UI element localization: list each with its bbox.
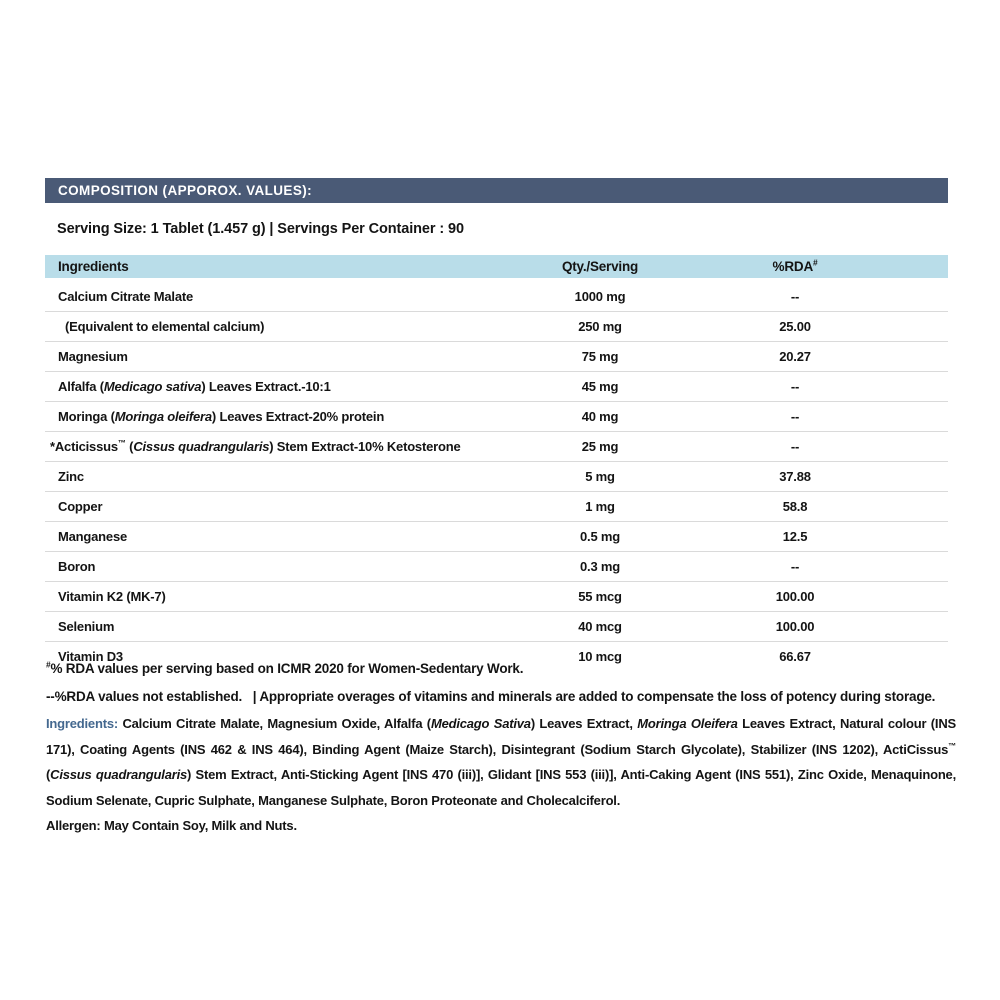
ingredient-rda: 25.00 (779, 319, 811, 334)
ingredient-qty: 1000 mg (574, 289, 626, 304)
table-row (45, 312, 948, 342)
established-footnote: --%RDA values not established. | Appropriate overages of vitamins and minerals are added to compensate the loss of potency during storage. (46, 689, 936, 704)
ingredient-name: Manganese (58, 529, 128, 544)
table-row (45, 282, 948, 312)
ingredients-paragraph (46, 711, 956, 813)
ingredient-qty: 25 mg (581, 439, 619, 454)
ingredient-qty: 55 mcg (578, 589, 622, 604)
header-qty-serving: Qty./Serving (561, 259, 639, 274)
table-row (45, 402, 948, 432)
ingredient-name: (Equivalent to elemental calcium) (65, 319, 265, 334)
ingredient-qty: 10 mcg (578, 649, 622, 664)
table-header-row (45, 255, 948, 278)
ingredient-qty: 0.5 mg (580, 529, 620, 544)
allergen-line: Allergen: May Contain Soy, Milk and Nuts. (46, 818, 297, 833)
table-row (45, 552, 948, 582)
composition-title: COMPOSITION (APPOROX. VALUES): (58, 183, 313, 198)
ingredient-name: Zinc (58, 469, 84, 484)
ingredient-rda: -- (790, 559, 800, 574)
header-ingredients: Ingredients (58, 259, 129, 274)
ingredient-rda: 12.5 (782, 529, 808, 544)
ingredient-rda: 66.67 (779, 649, 811, 664)
table-row (45, 522, 948, 552)
ingredient-name: Calcium Citrate Malate (58, 289, 194, 304)
ingredients-section (46, 711, 956, 839)
ingredient-name: Copper (58, 499, 103, 514)
header-rda: %RDA# (772, 257, 818, 274)
table-row (45, 432, 948, 462)
ingredient-rda: -- (790, 439, 800, 454)
composition-title-bar (45, 178, 948, 203)
ingredient-qty: 250 mg (578, 319, 622, 334)
ingredient-qty: 5 mg (585, 469, 615, 484)
ingredient-rda: 20.27 (779, 349, 811, 364)
ingredient-rda: 37.88 (779, 469, 811, 484)
ingredient-name: Alfalfa (Medicago sativa) Leaves Extract.-10:1 (58, 379, 331, 394)
ingredient-rda: -- (790, 409, 800, 424)
ingredients-text: Calcium Citrate Malate, Magnesium Oxide, Alfalfa (Medicago Sativa) Leaves Extract, Moringa Oleifera Leaves Extract, Natural colour (INS 171), Coating Agents (INS 462 & INS 464), Binding Agent (Maize Starch), Disintegrant (Sodium Starch Glycolate), Stabilizer (INS 1202), ActiCissus™ (Cissus quadrangularis) Stem Extract, Anti-Sticking Agent [INS 470 (iii)], Glidant [INS 553 (iii)], Anti-Caking Agent (INS 551), Zinc Oxide, Menaquinone, Sodium Selenate, Cupric Sulphate, Manganese Sulphate, Boron Proteonate and Cholecalciferol. (46, 716, 956, 808)
ingredient-qty: 75 mg (581, 349, 619, 364)
table-row (45, 372, 948, 402)
serving-size-line: Serving Size: 1 Tablet (1.457 g) | Servings Per Container : 90 (57, 221, 464, 237)
rda-footnote: #% RDA values per serving based on ICMR 2020 for Women-Sedentary Work. (46, 659, 524, 676)
table-row (45, 342, 948, 372)
ingredient-name: Moringa (Moringa oleifera) Leaves Extract-20% protein (58, 409, 385, 424)
ingredient-name: *Acticissus™ (Cissus quadrangularis) Stem Extract-10% Ketosterone (50, 438, 461, 454)
ingredient-rda: 100.00 (775, 619, 815, 634)
ingredient-name: Vitamin K2 (MK-7) (58, 589, 166, 604)
ingredient-rda: 100.00 (775, 589, 815, 604)
table-body (45, 282, 948, 671)
ingredient-rda: 58.8 (782, 499, 808, 514)
ingredient-name: Magnesium (58, 349, 128, 364)
ingredient-qty: 0.3 mg (580, 559, 620, 574)
ingredient-qty: 1 mg (585, 499, 615, 514)
ingredient-name: Vitamin D3 (58, 649, 123, 664)
table-row (45, 612, 948, 642)
table-row (45, 582, 948, 612)
ingredient-rda: -- (790, 289, 800, 304)
ingredients-label: Ingredients: (46, 716, 118, 731)
composition-table (45, 255, 948, 671)
ingredient-qty: 40 mg (581, 409, 619, 424)
table-row (45, 462, 948, 492)
table-row (45, 492, 948, 522)
ingredient-rda: -- (790, 379, 800, 394)
ingredient-qty: 45 mg (581, 379, 619, 394)
ingredient-name: Selenium (58, 619, 115, 634)
ingredient-qty: 40 mcg (578, 619, 622, 634)
ingredient-name: Boron (58, 559, 96, 574)
